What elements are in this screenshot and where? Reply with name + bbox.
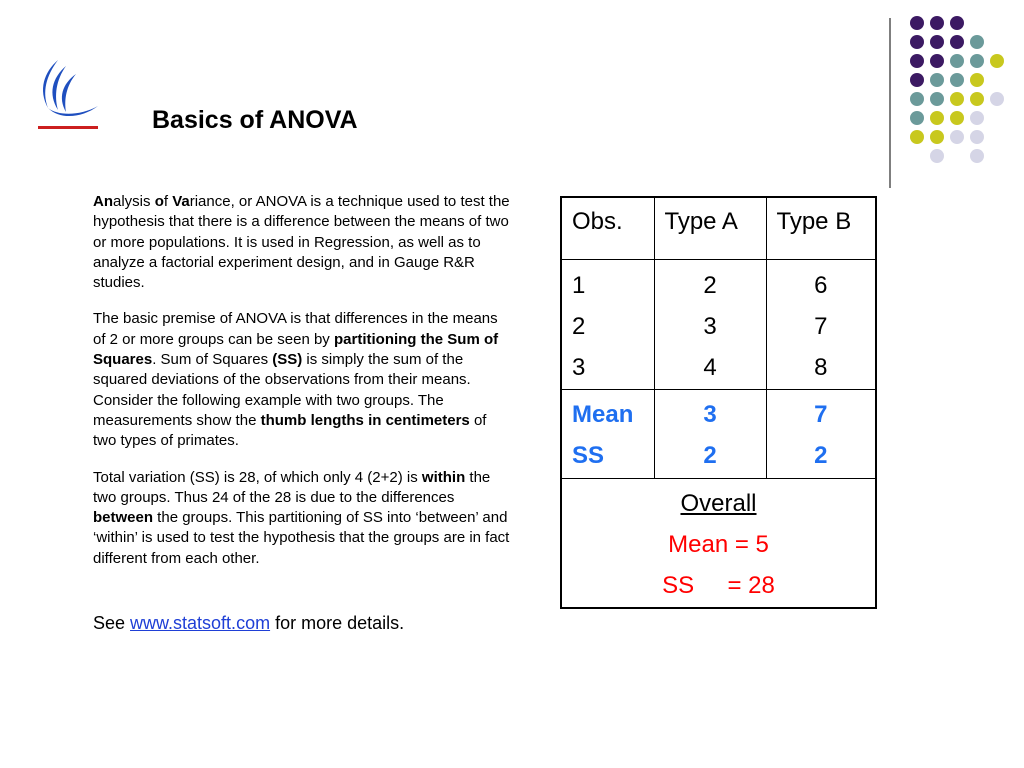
anova-data-table [560,196,877,609]
premise-paragraph [93,309,513,451]
type-b-stats [766,389,876,478]
type-a-value: 3 [703,312,717,340]
decorative-dot [930,130,944,144]
header-type-a: Type A [654,197,766,259]
decorative-dot [910,35,924,49]
ss-label: SS [572,441,605,469]
decorative-dot [910,54,924,68]
decorative-dot [970,149,984,163]
decorative-dot [990,92,1004,106]
intro-bold-va: Va [172,193,190,210]
type-b-mean: 7 [814,400,828,428]
intro-bold-o: o [154,193,164,210]
premise-bold-1: partitioning the Sum of Squares [93,330,499,369]
decorative-dot [950,35,964,49]
divider-line [889,18,891,188]
header-obs: Obs. [561,197,654,259]
slide-title: Basics of ANOVA [152,106,358,134]
decorative-dot [930,16,944,30]
decorative-dot [910,16,924,30]
decorative-dot [910,111,924,125]
type-b-value: 6 [814,271,828,299]
obs-value: 1 [572,271,586,299]
intro-paragraph [93,192,513,293]
mean-label: Mean [572,400,634,428]
decorative-dot [930,92,944,106]
premise-text-2: . Sum of Squares [152,351,273,369]
premise-text-1: The basic premise of ANOVA is that differences in the means of 2 or more groups can be seen by [93,310,498,348]
decorative-dot [950,92,964,106]
table-stats-row [561,389,876,478]
header-type-b: Type B [766,197,876,259]
type-b-column [766,259,876,389]
decorative-dot [930,111,944,125]
type-a-ss: 2 [703,441,717,469]
intro-text-3: riance, or ANOVA is a technique used to test the hypothesis that there is a difference between the means of two or more populations. It is used in Regression, as well as to analyze a factorial experiment design, and in Gauge R&R studies. [93,193,510,292]
decorative-dot [970,92,984,106]
decorative-dot [950,16,964,30]
decorative-dot [930,149,944,163]
overall-mean: Mean = 5 [668,530,769,558]
decorative-dot [950,54,964,68]
obs-value: 2 [572,312,586,340]
type-a-value: 2 [703,271,717,299]
type-b-value: 7 [814,312,828,340]
table-overall-row [561,478,876,608]
decorative-dot [970,111,984,125]
type-a-mean: 3 [703,400,717,428]
variation-bold-2: between [93,509,154,527]
see-suffix: for more details. [270,613,405,634]
decorative-dot [950,111,964,125]
decorative-dot [970,35,984,49]
obs-column [561,259,654,389]
statsoft-link[interactable]: www.statsoft.com [130,613,271,634]
type-a-stats [654,389,766,478]
decorative-dot [910,73,924,87]
stat-labels [561,389,654,478]
decorative-dot [910,130,924,144]
overall-label: Overall [680,489,757,517]
variation-paragraph [93,468,513,569]
flame-logo-icon [36,56,100,132]
overall-cell [561,478,876,608]
type-a-column [654,259,766,389]
table-header-row [561,197,876,259]
type-a-value: 4 [703,353,717,381]
type-b-value: 8 [814,353,828,381]
premise-text-3: is simply the sum of the squared deviations of the observations from their means. Consider the following example with two groups. The measurements show the [93,351,471,429]
obs-value: 3 [572,353,586,381]
variation-text-1: Total variation (SS) is 28, of which only 4 (2+2) is [93,468,422,486]
variation-text-2: the two groups. Thus 24 of the 28 is due to the differences [93,468,491,506]
table-values-row [561,259,876,389]
decorative-dot [950,130,964,144]
decorative-dot [910,92,924,106]
intro-bold-an: An [93,193,113,210]
variation-text-3: the groups. This partitioning of SS into ‘between’ and ‘within’ is used to test the hypothesis that the groups are in fact different from each other. [93,509,510,567]
premise-bold-2: (SS) [272,351,303,369]
see-prefix: See [93,613,131,634]
decorative-dot [970,54,984,68]
type-b-ss: 2 [814,441,828,469]
body-text [93,192,513,649]
premise-bold-3: thumb lengths in centimeters [260,411,470,429]
decorative-dot [970,73,984,87]
decorative-dot [970,130,984,144]
intro-text-2: f [163,193,173,210]
premise-text-4: of two types of primates. [93,411,487,450]
decorative-dot [990,54,1004,68]
decorative-dot [950,73,964,87]
decorative-dot [930,73,944,87]
see-more-paragraph [93,613,513,633]
intro-text-1: alysis [113,193,155,210]
decorative-dot [930,54,944,68]
decorative-dot [930,35,944,49]
overall-ss: SS = 28 [662,571,775,599]
variation-bold-1: within [421,468,466,486]
